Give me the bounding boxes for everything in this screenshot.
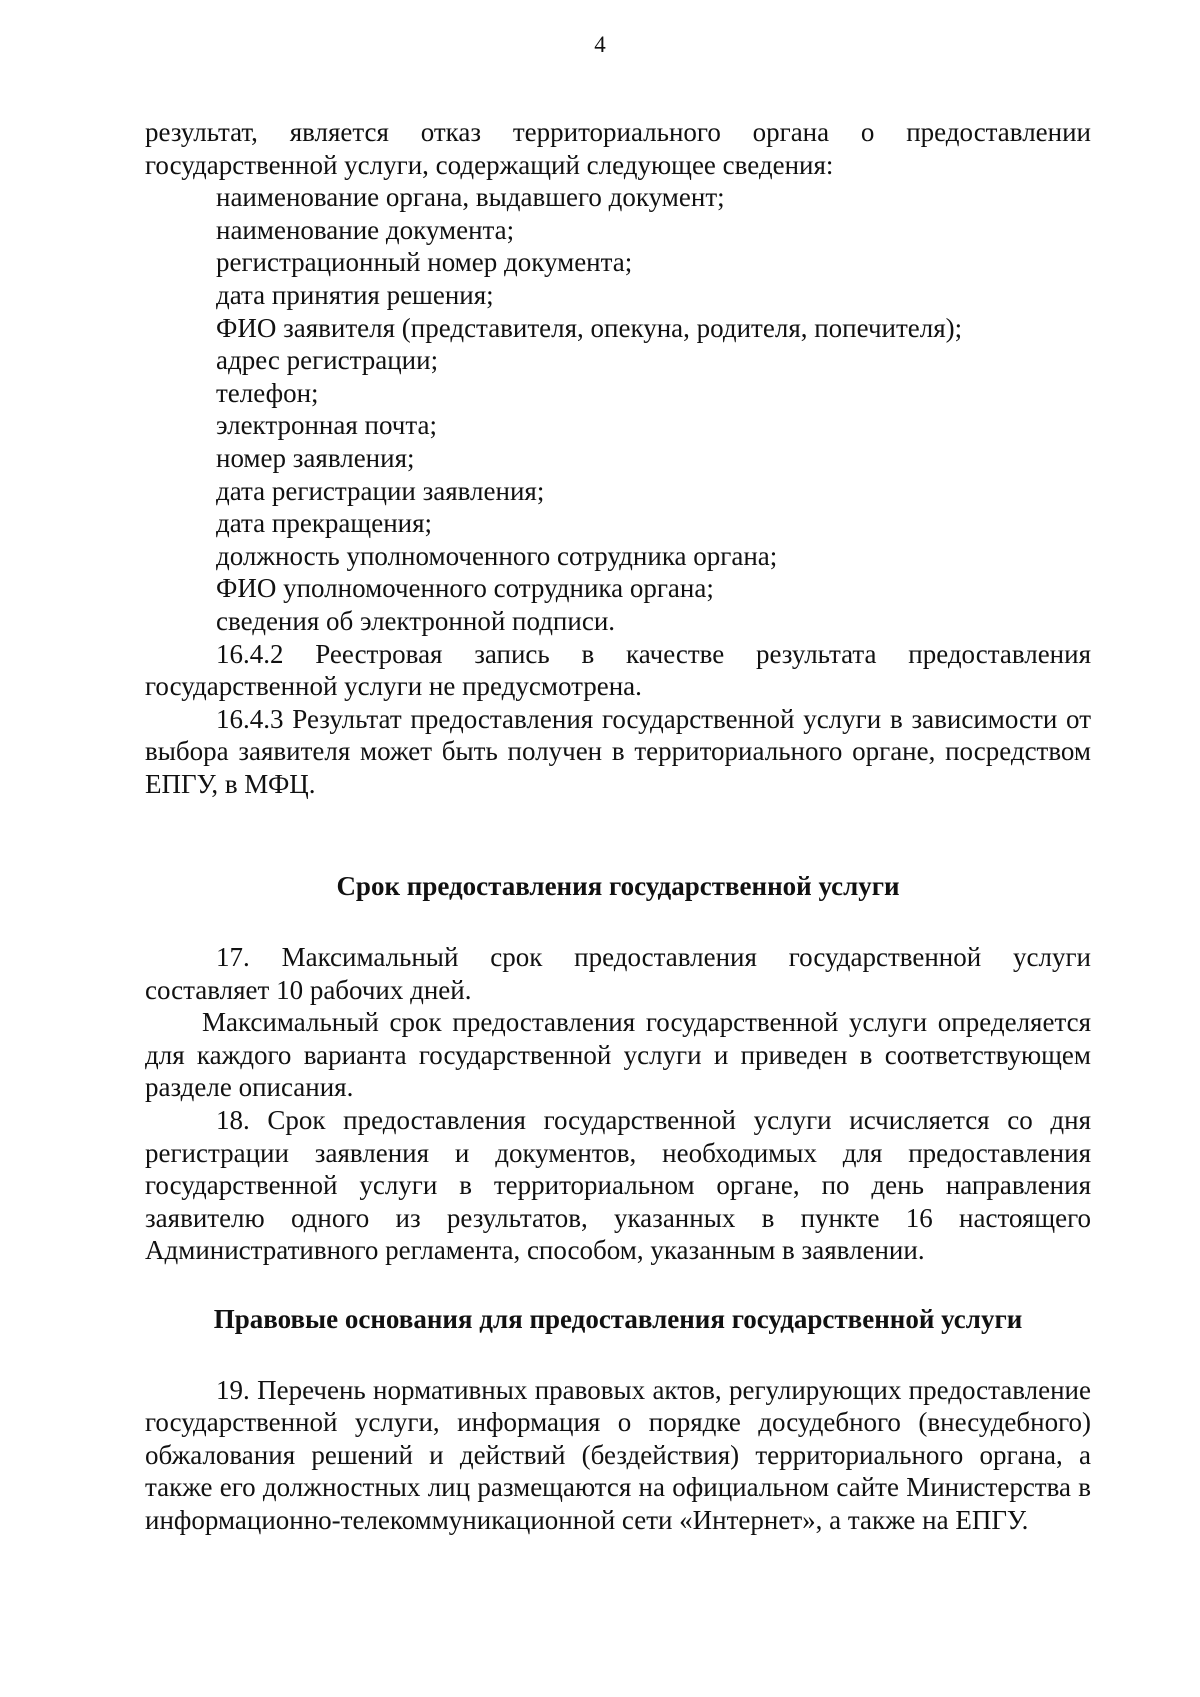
list-item: дата принятия решения; <box>216 279 494 310</box>
list-item: ФИО уполномоченного сотрудника органа; <box>216 573 714 604</box>
list-item: регистрационный номер документа; <box>216 247 633 278</box>
list-item: наименование органа, выдавшего документ; <box>216 182 725 213</box>
section-heading-term: Срок предоставления государственной услуги <box>336 871 900 902</box>
list-item: адрес регистрации; <box>216 345 439 376</box>
paragraph-19: 19. Перечень нормативных правовых актов, регулирующих предоставление государственной услуги, информация о порядке досудебного (внесудебного) обжалования решений и действий (бездействия) территориального органа, а также его должностных лиц размещаются на официальном сайте Министерства в информационно-телекоммуникационной сети «Интернет», а также на ЕПГУ. <box>145 1374 1091 1535</box>
list-item: номер заявления; <box>216 442 415 473</box>
intro-paragraph: результат, является отказ территориального органа о предоставлении государственной услуги, содержащий следующее сведения: <box>145 117 1091 180</box>
clause-16-4-2: 16.4.2 Реестровая запись в качестве результата предоставления государственной услуги не предусмотрена. <box>145 638 1091 702</box>
spacer <box>145 800 1091 870</box>
list-item: дата регистрации заявления; <box>216 475 545 506</box>
list-item: электронная почта; <box>216 410 437 441</box>
paragraph-18: 18. Срок предоставления государственной услуги исчисляется со дня регистрации заявления и документов, необходимых для предоставления государственной услуги в территориальном органе, по день направления заявителю одного из результатов, указанных в пункте 16 настоящего Административного регламента, способом, указанным в заявлении. <box>145 1105 1091 1266</box>
section-heading-legal: Правовые основания для предоставления государственной услуги <box>213 1304 1023 1334</box>
details-list <box>145 181 1091 637</box>
paragraph-17-b: Максимальный срок предоставления государственной услуги определяется для каждого варианта государственной услуги и приведен в соответствующем разделе описания. <box>145 1007 1091 1103</box>
page-number: 4 <box>594 32 606 57</box>
spacer <box>145 1267 1091 1303</box>
list-item: дата прекращения; <box>216 508 433 539</box>
spacer <box>145 1336 1091 1374</box>
list-item: наименование документа; <box>216 214 515 245</box>
list-item: телефон; <box>216 377 319 408</box>
document-body <box>145 116 1091 1537</box>
paragraph-17: 17. Максимальный срок предоставления государственной услуги составляет 10 рабочих дней. <box>145 942 1091 1005</box>
list-item: ФИО заявителя (представителя, опекуна, родителя, попечителя); <box>216 312 963 343</box>
list-item: должность уполномоченного сотрудника органа; <box>216 540 778 571</box>
clause-16-4-3: 16.4.3 Результат предоставления государственной услуги в зависимости от выбора заявителя может быть получен в территориального органе, посредством ЕПГУ, в МФЦ. <box>145 703 1091 799</box>
spacer <box>145 903 1091 941</box>
list-item: сведения об электронной подписи. <box>216 605 616 636</box>
